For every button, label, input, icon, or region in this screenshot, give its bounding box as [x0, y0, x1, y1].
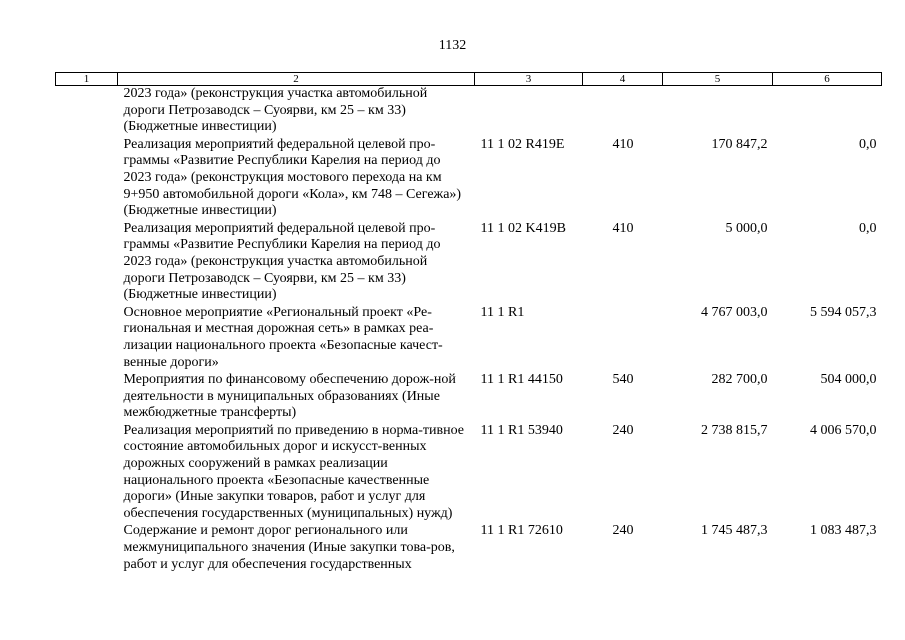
row-index-cell	[56, 137, 118, 221]
row-expense-type: 540	[612, 372, 634, 388]
row-code: 11 1 02 K419B	[480, 220, 566, 236]
row-amount-1: 4 767 003,0	[701, 304, 768, 320]
column-header-4: 4	[583, 73, 663, 86]
page-number: 1132	[438, 38, 467, 53]
row-index-cell	[56, 305, 118, 372]
column-header-1: 1	[56, 73, 118, 86]
row-amount-2: 4 006 570,0	[810, 422, 877, 438]
table-row	[56, 305, 882, 372]
row-index-cell	[56, 523, 118, 574]
row-expense-type	[583, 86, 663, 137]
row-index-cell	[56, 423, 118, 524]
row-code: 11 1 R1	[480, 304, 525, 320]
table-header-row	[56, 73, 882, 86]
column-header-6: 6	[773, 73, 882, 86]
row-amount-1: 170 847,2	[711, 136, 768, 152]
row-name: Реализация мероприятий федеральной целевой про-граммы «Развитие Республики Карелия на период до 2023 года» (реконструкция участка автомобильной дороги Петрозаводск – Суоярви, км 25 – км 33) (Бюджетные инвестиции)	[123, 220, 441, 303]
row-amount-2	[773, 86, 882, 137]
column-header-2: 2	[118, 73, 475, 86]
row-amount-2: 0,0	[859, 136, 877, 152]
row-amount-2: 0,0	[859, 220, 877, 236]
row-name: Реализация мероприятий по приведению в норма-тивное состояние автомобильных дорог и искусст-венных дорожных сооружений в рамках реализации национального проекта «Безопасные качественные дороги» (Иные закупки товаров, работ и услуг для обеспечения государственных (муниципальных) нужд)	[123, 422, 465, 521]
row-amount-1: 2 738 815,7	[701, 422, 768, 438]
table-row	[56, 137, 882, 221]
row-expense-type: 410	[612, 136, 634, 152]
row-code: 11 1 R1 72610	[480, 523, 563, 539]
row-name: Реализация мероприятий федеральной целевой про-граммы «Развитие Республики Карелия на период до 2023 года» (реконструкция мостового перехода на км 9+950 автомобильной дороги «Кола», км 748 – Сегежа») (Бюджетные инвестиции)	[123, 136, 462, 219]
row-amount-2: 504 000,0	[820, 372, 877, 388]
row-expense-type: 240	[612, 523, 634, 539]
row-expense-type: 410	[612, 220, 634, 236]
row-index-cell	[56, 372, 118, 423]
table-row	[56, 423, 882, 524]
column-header-3: 3	[475, 73, 583, 86]
row-index-cell	[56, 221, 118, 305]
row-code: 11 1 02 R419E	[480, 136, 565, 152]
row-index-cell	[56, 86, 118, 137]
row-name: Основное мероприятие «Региональный проект «Ре-гиональная и местная дорожная сеть» в рамках реа-лизации национального проекта «Безопасные качест-венные дороги»	[123, 304, 443, 370]
table-row	[56, 523, 882, 574]
row-name: 2023 года» (реконструкция участка автомобильной дороги Петрозаводск – Суоярви, км 25 – км 33) (Бюджетные инвестиции)	[123, 86, 428, 135]
row-code: 11 1 R1 44150	[480, 372, 563, 388]
row-code: 11 1 R1 53940	[480, 422, 563, 438]
column-header-5: 5	[663, 73, 773, 86]
row-expense-type	[583, 305, 663, 372]
table-row	[56, 221, 882, 305]
row-amount-1: 5 000,0	[725, 220, 768, 236]
row-name: Содержание и ремонт дорог регионального или межмуниципального значения (Иные закупки това-ров, работ и услуг для обеспечения государственных	[123, 523, 455, 572]
table-row	[56, 86, 882, 137]
table-row	[56, 372, 882, 423]
row-name: Мероприятия по финансовому обеспечению дорож-ной деятельности в муниципальных образованиях (Иные межбюджетные трансферты)	[123, 372, 456, 421]
row-amount-2: 5 594 057,3	[810, 304, 877, 320]
row-amount-2: 1 083 487,3	[810, 523, 877, 539]
row-amount-1	[663, 86, 773, 137]
row-expense-type: 240	[612, 422, 634, 438]
row-code	[475, 86, 583, 137]
row-amount-1: 1 745 487,3	[701, 523, 768, 539]
budget-table	[55, 72, 882, 574]
row-amount-1: 282 700,0	[711, 372, 768, 388]
